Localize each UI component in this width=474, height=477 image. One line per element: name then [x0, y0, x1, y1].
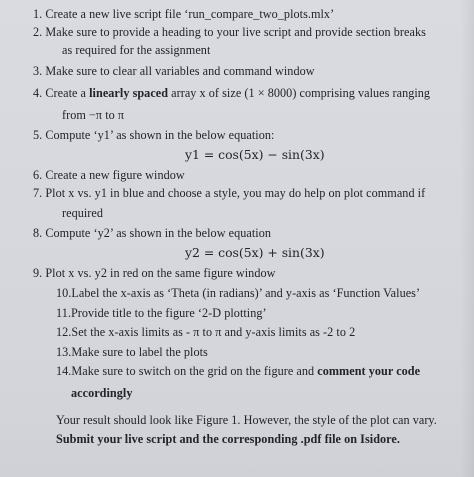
item-text: Set the x-axis limits as - π to π and y-axis limits as -2 to 2 — [71, 325, 356, 339]
list-item-continuation — [62, 206, 103, 221]
item-number: 11. — [56, 306, 71, 320]
equation-y2: y2 = cos(5x) + sin(3x) — [185, 245, 325, 260]
item-text: Plot x vs. y1 in blue and choose a style, you may do help on plot command if — [45, 186, 426, 200]
item-number: 7. — [33, 186, 43, 200]
item-text-bold: comment your code — [317, 364, 421, 378]
list-item — [33, 7, 334, 22]
item-number: 5. — [33, 128, 43, 142]
list-item-continuation — [62, 108, 124, 123]
item-text-pre: Make sure to switch on the grid on the figure and — [71, 364, 318, 378]
list-item — [33, 266, 275, 281]
item-text-pre: Create a — [45, 86, 90, 100]
list-item — [33, 186, 425, 201]
list-item — [56, 286, 420, 301]
item-number: 9. — [33, 266, 43, 280]
item-text: Make sure to clear all variables and command window — [45, 64, 315, 78]
list-item — [56, 325, 355, 340]
item-text: required — [62, 206, 104, 220]
list-item — [33, 25, 426, 40]
item-number: 3. — [33, 64, 43, 78]
list-item-continuation — [62, 43, 210, 58]
item-number: 4. — [33, 86, 43, 100]
list-item-continuation: accordingly — [71, 386, 133, 400]
list-item — [33, 64, 315, 79]
item-text-bold: linearly spaced — [89, 86, 169, 100]
item-text: Create a new figure window — [45, 168, 185, 182]
list-item — [33, 86, 430, 101]
item-number: 1. — [33, 7, 43, 21]
item-number: 12. — [56, 325, 72, 339]
item-number: 14. — [56, 364, 72, 378]
item-text: as required for the assignment — [62, 43, 211, 57]
item-text: from −π to π — [62, 108, 125, 122]
page-edge-shadow — [460, 0, 474, 477]
item-text: Compute ‘y1’ as shown in the below equation: — [45, 128, 275, 142]
item-number: 2. — [33, 25, 43, 39]
item-text: Label the x-axis as ‘Theta (in radians)’ and y-axis as ‘Function Values’ — [71, 286, 421, 300]
item-text: Plot x vs. y2 in red on the same figure window — [45, 266, 276, 280]
item-text: Create a new live script file ‘run_compare_two_plots.mlx’ — [45, 7, 335, 21]
item-text: Make sure to provide a heading to your live script and provide section breaks — [45, 25, 426, 39]
footer-note: Your result should look like Figure 1. However, the style of the plot can vary. — [56, 413, 437, 427]
list-item — [56, 306, 267, 321]
item-number: 10. — [56, 286, 72, 300]
list-item — [33, 168, 185, 183]
list-item — [33, 226, 271, 241]
item-number: 13. — [56, 345, 72, 359]
list-item — [56, 364, 420, 379]
item-number: 6. — [33, 168, 43, 182]
equation-y1: y1 = cos(5x) − sin(3x) — [185, 147, 325, 162]
item-number: 8. — [33, 226, 43, 240]
list-item — [56, 345, 208, 360]
list-item — [33, 128, 274, 143]
footer-submit-note: Submit your live script and the corresponding .pdf file on Isidore. — [56, 432, 400, 446]
item-text-post: array x of size (1 × 8000) comprising values ranging — [168, 86, 431, 100]
item-text: Provide title to the figure ‘2-D plotting’ — [70, 306, 267, 320]
item-text: Compute ‘y2’ as shown in the below equation — [45, 226, 272, 240]
item-text: Make sure to label the plots — [71, 345, 208, 359]
